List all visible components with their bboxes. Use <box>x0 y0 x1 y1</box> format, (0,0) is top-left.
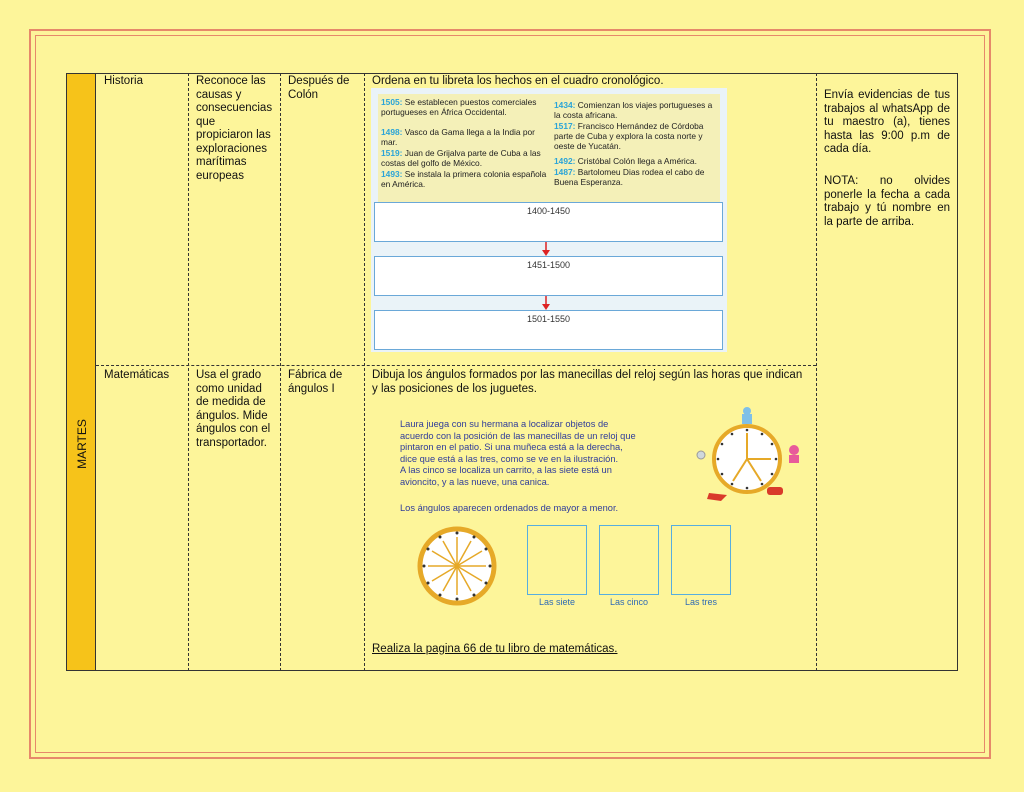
column-divider <box>364 73 365 671</box>
day-sidebar <box>66 73 96 671</box>
math-story: Laura juega con su hermana a localizar objetos de acuerdo con la posición de las manecillas de un reloj que pintaron en el patio. Si una muñeca está a la derecha, dice que está a las tres, como se ve en la ilustración. A las cinco se localiza un carrito, a las siete está un avioncito, y a las nueve, una canica. <box>400 419 636 487</box>
textbook-page-link: Realiza la pagina 66 de tu libro de matemáticas. <box>372 643 618 655</box>
fact-item: 1498: Vasco da Gama llega a la India por mar. <box>381 127 535 147</box>
fact-item: 1519: Juan de Grijalva parte de Cuba a las costas del golfo de México. <box>381 148 541 168</box>
topic-math: Fábrica de ángulos I <box>288 369 343 395</box>
fact-item: 1434: Comienzan los viajes portugueses a la costa africana. <box>554 100 713 120</box>
evidence-note: Envía evidencias de tus trabajos al whatsApp de tu maestro (a), tienes hasta las 9:00 p.m de cada día. <box>824 89 950 155</box>
column-divider <box>280 73 281 671</box>
learning-history: Reconoce las causas y consecuencias que propiciaron las exploraciones marítimas europeas <box>196 75 273 182</box>
subject-math: Matemáticas <box>104 369 170 381</box>
answer-label: Las siete <box>538 597 576 607</box>
fact-item: 1493: Se instala la primera colonia española en América. <box>381 169 547 189</box>
reminder-note: NOTA: no olvides ponerle la fecha a cada trabajo y tú nombre en la parte de arriba. <box>824 175 950 228</box>
timeline-range: 1400-1450 <box>526 206 571 216</box>
fact-item: 1517: Francisco Hernández de Córdoba parte de Cuba y explora la costa norte y oeste de Yucatán. <box>554 121 704 151</box>
row-divider <box>96 365 816 366</box>
answer-box <box>599 525 659 595</box>
instruction-math: Dibuja los ángulos formados por las manecillas del reloj según las horas que indican y las posiciones de los juguetes. <box>372 369 803 395</box>
day-label: MARTES <box>75 419 89 469</box>
answer-label: Las tres <box>684 597 717 607</box>
down-arrow-icon <box>541 242 551 256</box>
topic-history: Después de Colón <box>288 75 350 101</box>
learning-math: Usa el grado como unidad de medida de ángulos. Mide ángulos con el transportador. <box>196 369 271 449</box>
subject-history: Historia <box>104 75 143 87</box>
answer-box <box>527 525 587 595</box>
toy-clock-illustration <box>691 405 811 510</box>
fact-item: 1487: Bartolomeu Dias rodea el cabo de Buena Esperanza. <box>554 167 705 187</box>
down-arrow-icon <box>541 296 551 310</box>
schedule-table <box>66 73 958 671</box>
reference-clock <box>414 523 500 609</box>
fact-item: 1505: Se establecen puestos comerciales portugueses en África Occidental. <box>381 97 537 117</box>
timeline-box <box>374 202 723 242</box>
facts-panel <box>378 94 720 208</box>
timeline-range: 1451-1500 <box>526 260 571 270</box>
instruction-history: Ordena en tu libreta los hechos en el cuadro cronológico. <box>372 75 664 87</box>
timeline-range: 1501-1550 <box>526 314 571 324</box>
column-divider <box>816 73 817 671</box>
order-note: Los ángulos aparecen ordenados de mayor a menor. <box>400 503 619 513</box>
fact-item: 1492: Cristóbal Colón llega a América. <box>554 156 697 166</box>
timeline-box <box>374 256 723 296</box>
chronology-image <box>371 88 727 352</box>
timeline-box <box>374 310 723 350</box>
answer-label: Las cinco <box>609 597 649 607</box>
column-divider <box>188 73 189 671</box>
answer-box <box>671 525 731 595</box>
